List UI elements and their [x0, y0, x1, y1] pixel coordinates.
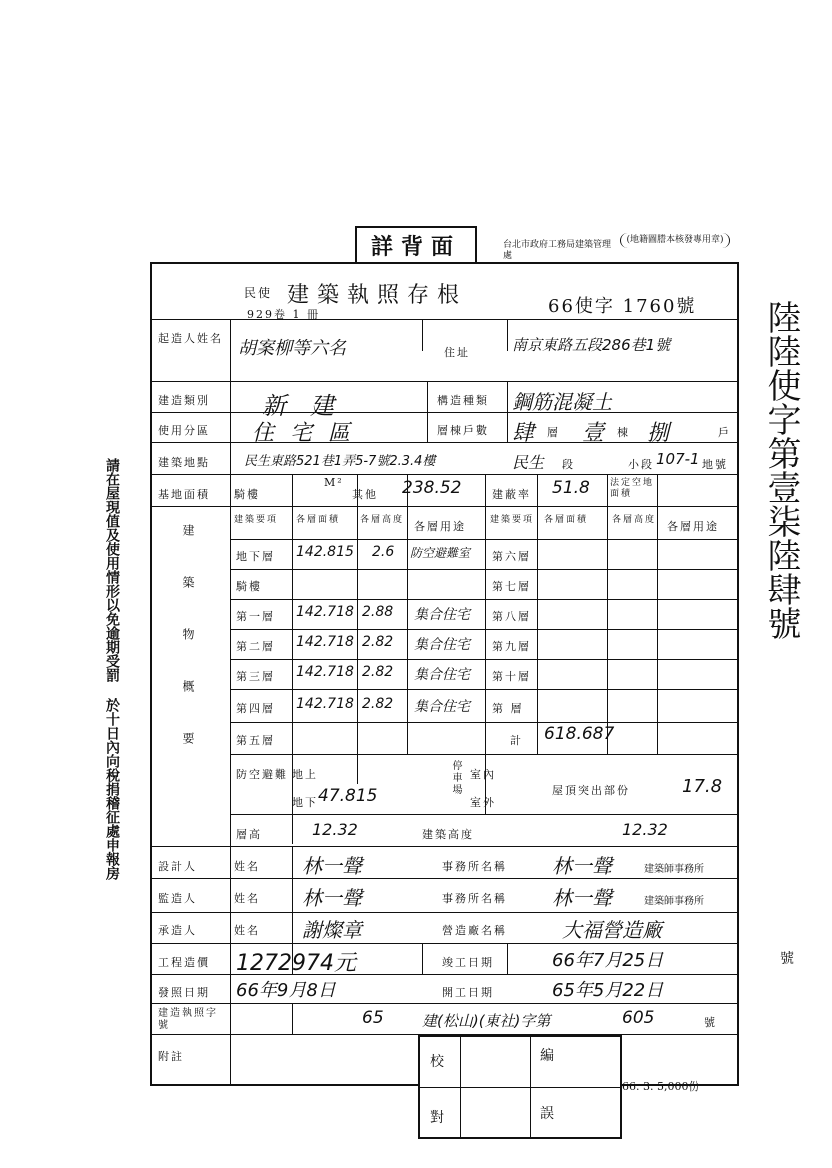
- start-date-value: 65年5月22日: [552, 980, 664, 1001]
- cost-label: 工程造價: [158, 956, 210, 969]
- buildings-value: 壹: [582, 421, 605, 446]
- permit-num-value: 605: [622, 1008, 655, 1028]
- floor1-use: 集合住宅: [414, 607, 470, 623]
- row-floor10-label: 第十層: [492, 670, 531, 683]
- cost-value: 1272974元: [236, 951, 356, 976]
- row-floor-n-label: 第 層: [492, 702, 524, 715]
- floor-height-value: 12.32: [312, 820, 358, 839]
- floor-height-label: 層高: [236, 828, 262, 841]
- floor3-use: 集合住宅: [414, 667, 470, 683]
- contractor-label: 承造人: [158, 924, 197, 937]
- col-area-header: 各層面積: [296, 515, 341, 525]
- supervisor-office-value: 林一聲: [552, 886, 612, 910]
- row-floor6-label: 第六層: [492, 550, 531, 563]
- building-overview-label: 建築物概要: [181, 524, 195, 784]
- building-height-value: 12.32: [622, 820, 668, 839]
- form-title: 建築執照存根: [287, 283, 468, 308]
- floor2-height: 2.82: [362, 634, 394, 650]
- permit-number: 66使字 1760號: [548, 296, 697, 317]
- row-floor7-label: 第七層: [492, 580, 531, 593]
- designer-office-suffix: 建築師事務所: [644, 864, 704, 875]
- contractor-firm-label: 營造廠名稱: [442, 924, 507, 937]
- underground-label: 地下: [292, 796, 318, 809]
- site-area-label: 基地面積: [158, 488, 210, 501]
- supervisor-label: 監造人: [158, 892, 197, 905]
- supervisor-value: 林一聲: [302, 886, 362, 910]
- back-side-title: 詳背面: [355, 226, 477, 264]
- total-area-value: 618.687: [544, 724, 615, 744]
- building-height-label: 建築高度: [422, 828, 474, 841]
- build-permit-no-label: 建造執照字號: [158, 1008, 218, 1031]
- other-label: 其他: [352, 488, 378, 501]
- structure-label: 構造種類: [437, 394, 489, 407]
- section-suffix: 段: [562, 458, 575, 471]
- air-defense-label: 防空避難: [236, 768, 288, 781]
- completion-date-value: 66年7月25日: [552, 950, 664, 971]
- row-floor4-label: 第四層: [236, 702, 275, 715]
- seal-stamp: (地籍圖謄本核發專用章): [620, 233, 730, 248]
- book-reference: 929卷 1 冊: [247, 308, 320, 321]
- designer-office-label: 事務所名稱: [442, 860, 507, 873]
- col-height-header: 各層高度: [360, 515, 405, 525]
- completion-date-label: 竣工日期: [442, 956, 494, 969]
- floor3-area: 142.718: [296, 664, 354, 680]
- floor3-height: 2.82: [362, 664, 394, 680]
- roof-protrusion-label: 屋頂突出部份: [552, 784, 630, 797]
- col-height-header-2: 各層高度: [612, 515, 657, 525]
- coverage-label: 建蔽率: [492, 488, 531, 501]
- print-note: 66. 3. 5,000份: [622, 1080, 700, 1093]
- site-label: 建築地點: [158, 456, 210, 469]
- row-floor1-label: 第一層: [236, 610, 275, 623]
- basement-area: 142.815: [296, 544, 354, 560]
- lot-suffix: 地號: [702, 458, 728, 471]
- col-use-header-2: 各層用途: [667, 520, 719, 533]
- col-item-header: 建築要項: [234, 515, 279, 525]
- row-basement-label: 地下層: [236, 550, 275, 563]
- basement-use: 防空避難室: [410, 546, 471, 560]
- designer-office-value: 林一聲: [552, 854, 612, 878]
- section-value: 民生: [512, 453, 545, 472]
- start-date-label: 開工日期: [442, 986, 494, 999]
- floor2-area: 142.718: [296, 634, 354, 650]
- title-prefix: 民使: [244, 286, 273, 300]
- floor4-area: 142.718: [296, 696, 354, 712]
- row-floor3-label: 第三層: [236, 670, 275, 683]
- floor1-height: 2.88: [362, 604, 394, 620]
- floors-suffix: 層: [547, 426, 560, 439]
- designer-name-label: 姓名: [234, 860, 260, 873]
- supervisor-name-label: 姓名: [234, 892, 260, 905]
- permit-word-value: 建(松山)(東社)字第: [422, 1012, 551, 1030]
- contractor-value: 謝燦章: [302, 918, 362, 942]
- supervisor-office-label: 事務所名稱: [442, 892, 507, 905]
- row-arcade-label: 騎樓: [236, 580, 262, 593]
- office-stamp: 台北市政府工務局建築管理處: [503, 240, 612, 261]
- address-value: 南京東路五段286巷1號: [512, 336, 671, 354]
- outdoor-label: 室外: [470, 796, 496, 809]
- permit-suffix: 號: [704, 1016, 717, 1029]
- floor4-use: 集合住宅: [414, 699, 470, 715]
- right-margin-suffix: 號: [780, 951, 794, 967]
- legal-open-area-label: 法定空地面積: [610, 478, 655, 499]
- check-label: 校: [430, 1054, 446, 1070]
- designer-value: 林一聲: [302, 854, 362, 878]
- parking-label: 停車場: [450, 760, 461, 796]
- roof-protrusion-value: 17.8: [682, 776, 723, 797]
- floor4-height: 2.82: [362, 696, 394, 712]
- issue-date-value: 66年9月8日: [236, 980, 336, 1001]
- row-floor8-label: 第八層: [492, 610, 531, 623]
- tax-notice: 請在屋現值及使用情形以免逾期受罰 於十日內向稅捐稽征處申報房: [104, 458, 120, 880]
- row-floor2-label: 第二層: [236, 640, 275, 653]
- permit-year-value: 65: [362, 1008, 384, 1028]
- row-floor5-label: 第五層: [236, 734, 275, 747]
- seal-label: 誤: [540, 1106, 556, 1122]
- builder-name-value: 胡案柳等六名: [238, 338, 346, 359]
- review-box: [418, 1035, 622, 1139]
- use-zone-label: 使用分區: [158, 424, 210, 437]
- site-value: 民生東路521巷1弄5-7號2.3.4樓: [244, 454, 436, 469]
- contractor-name-label: 姓名: [234, 924, 260, 937]
- contractor-firm-value: 大福營造廠: [562, 918, 662, 942]
- col-area-header-2: 各層面積: [544, 515, 589, 525]
- proof-label: 對: [430, 1110, 446, 1126]
- floor1-area: 142.718: [296, 604, 354, 620]
- buildings-suffix: 棟: [617, 426, 630, 439]
- units-value: 捌: [647, 421, 670, 446]
- supervisor-office-suffix: 建築師事務所: [644, 896, 704, 907]
- arcade-label: 騎樓: [234, 488, 260, 501]
- address-label: 住址: [444, 346, 470, 359]
- indoor-label: 室內: [470, 768, 496, 781]
- permit-form: [150, 262, 739, 1086]
- issue-date-label: 發照日期: [158, 986, 210, 999]
- col-item-header-2: 建築要項: [490, 515, 535, 525]
- other-area-value: 238.52: [402, 478, 462, 498]
- ground-label: 地上: [292, 768, 318, 781]
- lot-value: 107-1: [656, 450, 700, 468]
- col-use-header: 各層用途: [414, 520, 466, 533]
- right-margin-permit: 陸陸使字第壹柒陸肆號: [761, 300, 801, 640]
- floor2-use: 集合住宅: [414, 637, 470, 653]
- building-class-label: 建造類別: [158, 394, 210, 407]
- units-suffix: 戶: [718, 426, 731, 439]
- small-section-label: 小段: [628, 458, 654, 471]
- edit-label: 編: [540, 1048, 556, 1064]
- unit-m2: M²: [324, 476, 344, 489]
- designer-label: 設計人: [158, 860, 197, 873]
- building-class-value: 新建: [262, 392, 358, 420]
- remarks-label: 附註: [158, 1050, 184, 1063]
- floors-value: 肆: [512, 421, 535, 446]
- total-label: 計: [510, 734, 523, 747]
- basement-height: 2.6: [372, 544, 395, 560]
- row-floor9-label: 第九層: [492, 640, 531, 653]
- coverage-value: 51.8: [552, 478, 590, 498]
- builder-name-label: 起造人姓名: [158, 332, 223, 345]
- floors-units-label: 層棟戶數: [437, 424, 489, 437]
- underground-defense-value: 47.815: [318, 786, 378, 806]
- use-zone-value: 住宅區: [252, 421, 367, 446]
- structure-value: 鋼筋混凝土: [512, 390, 612, 414]
